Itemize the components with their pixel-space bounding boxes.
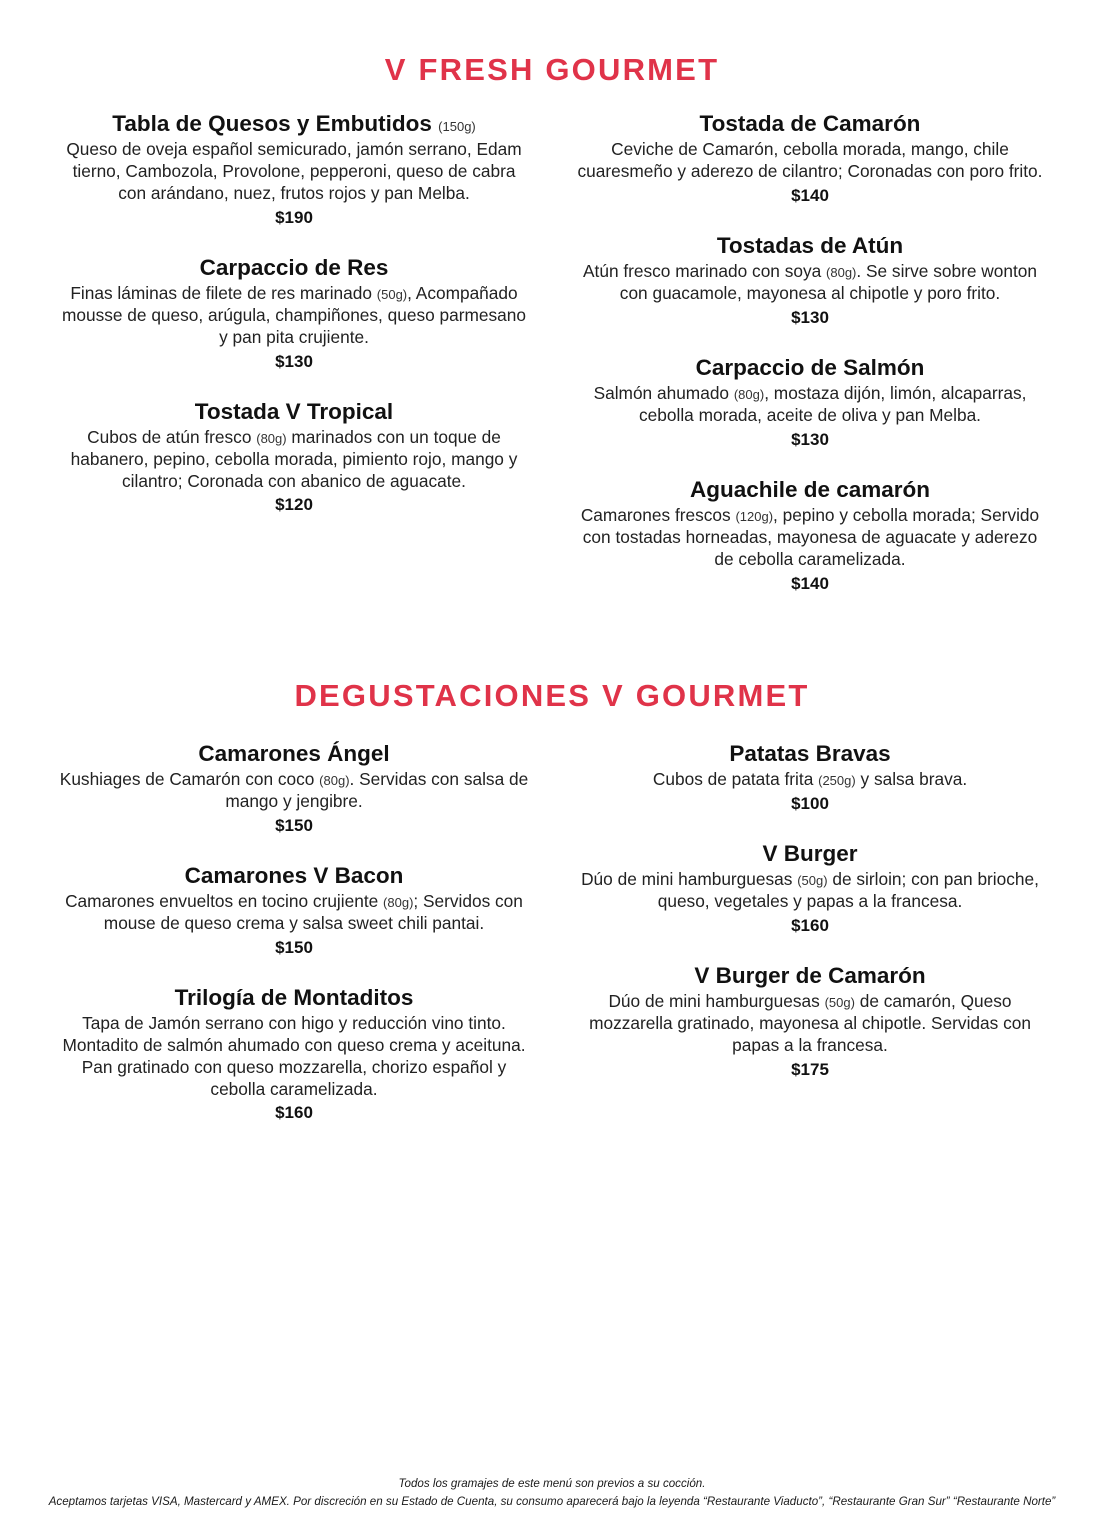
item-name: Carpaccio de Salmón <box>695 355 925 380</box>
item-gram: (120g) <box>735 509 774 525</box>
item-name-text: Tabla de Quesos y Embutidos <box>112 111 432 136</box>
item-price: $130 <box>791 430 829 449</box>
menu-item <box>58 398 530 516</box>
section-title-fresh: V FRESH GOURMET <box>384 52 720 87</box>
degustaciones-right-column <box>552 740 1068 1150</box>
degustaciones-left-column <box>36 740 552 1150</box>
item-desc-pre: Salmón ahumado <box>593 383 734 404</box>
fresh-right-column <box>552 110 1068 620</box>
section-divider-space <box>36 620 1068 678</box>
item-desc-pre: Dúo de mini hamburguesas <box>581 869 798 890</box>
section-fresh-columns <box>36 110 1068 620</box>
item-desc-pre: Finas láminas de filete de res marinado <box>70 283 377 304</box>
item-name: Tostada de Camarón <box>699 111 921 136</box>
item-desc-post: , Acompañado mousse de queso, arúgula, champiñones, queso parmesano y pan pita crujiente. <box>61 283 526 347</box>
item-gram: (50g) <box>797 873 828 889</box>
item-gram: (80g) <box>256 431 287 446</box>
item-name: Carpaccio de Res <box>199 254 389 280</box>
item-name: Camarones Ángel <box>198 740 390 766</box>
item-gram: (50g) <box>376 287 408 303</box>
item-desc-pre: Dúo de mini hamburguesas <box>608 991 825 1012</box>
menu-item <box>58 740 530 836</box>
item-desc-post: , pepino y cebolla morada; Servido con tostadas horneadas, mayonesa de aguacate y aderezo de cebolla caramelizada. <box>582 505 1040 569</box>
item-price: $190 <box>275 207 313 227</box>
item-name: Patatas Bravas <box>729 740 891 766</box>
item-price: $120 <box>275 495 313 515</box>
item-price: $100 <box>791 794 829 813</box>
item-gram: (50g) <box>824 995 855 1011</box>
item-name: Trilogía de Montaditos <box>174 984 414 1010</box>
menu-item <box>58 984 530 1124</box>
item-gram: (80g) <box>826 265 857 281</box>
menu-item <box>58 862 530 958</box>
item-description: Ceviche de Camarón, cebolla morada, mango, chile cuaresmeño y aderezo de cilantro; Coronadas con poro frito. <box>577 139 1043 182</box>
item-description <box>58 891 530 935</box>
item-desc-post: , mostaza dijón, limón, alcaparras, cebolla morada, aceite de oliva y pan Melba. <box>639 383 1027 426</box>
item-gram: (150g) <box>438 119 476 134</box>
item-desc-pre: Camarones frescos <box>580 505 736 526</box>
item-description <box>574 383 1046 427</box>
item-price: $130 <box>275 351 313 371</box>
item-name: Aguachile de camarón <box>689 477 931 502</box>
menu-item <box>574 476 1046 594</box>
item-price: $140 <box>791 573 829 593</box>
menu-item <box>574 232 1046 328</box>
item-description <box>574 991 1046 1056</box>
item-price: $160 <box>791 916 829 935</box>
item-desc-post: y salsa brava. <box>855 769 968 790</box>
item-description <box>574 261 1046 305</box>
item-name <box>58 110 530 137</box>
item-name: V Burger de Camarón <box>694 963 926 988</box>
item-desc-pre: Atún fresco marinado con soya <box>583 261 827 282</box>
item-price: $160 <box>275 1103 313 1123</box>
menu-item <box>58 110 530 228</box>
item-description: Tapa de Jamón serrano con higo y reducción vino tinto. Montadito de salmón ahumado con queso crema y aceituna. Pan gratinado con queso mozzarella, chorizo español y cebolla caramelizada. <box>62 1013 526 1099</box>
footer-line-gramajes: Todos los gramajes de este menú son previos a su cocción. <box>398 1477 706 1491</box>
item-description <box>574 505 1046 570</box>
item-gram: (250g) <box>818 773 856 789</box>
footer <box>0 1475 1104 1510</box>
section-degustaciones-columns <box>36 740 1068 1150</box>
item-price: $130 <box>791 308 829 327</box>
item-desc-pre: Cubos de atún fresco <box>87 427 257 447</box>
menu-item <box>574 740 1046 814</box>
item-price: $150 <box>275 815 313 835</box>
item-desc-post: marinados con un toque de habanero, pepino, cebolla morada, pimiento rojo, mango y cilantro; Coronada con abanico de aguacate. <box>70 427 518 491</box>
menu-item <box>574 840 1046 936</box>
item-desc-pre: Cubos de patata frita <box>652 769 819 790</box>
menu-item <box>574 110 1046 206</box>
item-gram: (80g) <box>733 387 765 403</box>
item-name: V Burger <box>762 841 858 866</box>
item-desc-post: ; Servidos con mouse de queso crema y salsa sweet chili pantai. <box>103 891 523 933</box>
menu-item <box>58 254 530 372</box>
item-description <box>58 769 530 813</box>
item-price: $140 <box>791 186 829 205</box>
item-desc-post: de camarón, Queso mozzarella gratinado, mayonesa al chipotle. Servidas con papas a la francesa. <box>589 991 1031 1055</box>
item-name: Tostada V Tropical <box>194 398 394 424</box>
item-gram: (80g) <box>383 895 414 911</box>
item-description <box>574 869 1046 913</box>
item-desc-post: de sirloin; con pan brioche, queso, vegetales y papas a la francesa. <box>657 869 1039 912</box>
section-title-degustaciones: DEGUSTACIONES V GOURMET <box>294 677 810 713</box>
item-name: Camarones V Bacon <box>184 862 404 888</box>
item-desc-pre: Camarones envueltos en tocino crujiente <box>65 891 384 912</box>
item-desc-post: . Se sirve sobre wonton con guacamole, mayonesa al chipotle y poro frito. <box>619 261 1037 304</box>
footer-line-tarjetas: Aceptamos tarjetas VISA, Mastercard y AMEX. Por discreción en su Estado de Cuenta, su consumo aparecerá bajo la leyenda “Restaurante Viaducto”, “Restaurante Gran Sur” “Restaurante Norte” <box>48 1494 1056 1508</box>
menu-item <box>574 354 1046 450</box>
fresh-left-column <box>36 110 552 620</box>
item-name: Tostadas de Atún <box>716 233 904 258</box>
item-desc-post: . Servidas con salsa de mango y jengibre. <box>225 769 529 811</box>
item-description <box>574 769 1046 791</box>
item-description: Queso de oveja español semicurado, jamón serrano, Edam tierno, Cambozola, Provolone, pepperoni, queso de cabra con arándano, nuez, frutos rojos y pan Melba. <box>66 139 522 203</box>
menu-item <box>574 962 1046 1080</box>
item-gram: (80g) <box>319 773 350 789</box>
item-description <box>58 427 530 492</box>
item-price: $150 <box>275 937 313 957</box>
item-price: $175 <box>791 1059 829 1079</box>
item-desc-pre: Kushiages de Camarón con coco <box>59 769 320 790</box>
item-description <box>58 283 530 348</box>
